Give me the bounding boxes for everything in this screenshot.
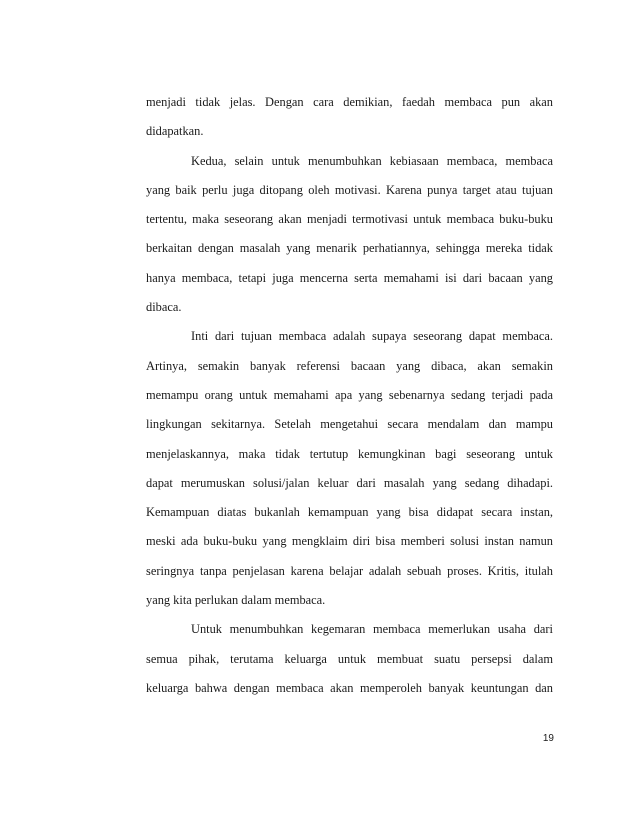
text-line: Inti dari tujuan membaca adalah supaya seseorang dapat membaca. [191, 329, 553, 344]
text-line: memampu orang untuk memahami apa yang sebenarnya sedang terjadi pada [146, 387, 553, 402]
text-line: Kemampuan diatas bukanlah kemampuan yang bisa didapat secara instan, [146, 505, 553, 520]
text-line: menjelaskannya, maka tidak tertutup kemungkinan bagi seseorang untuk [146, 446, 553, 461]
text-line: berkaitan dengan masalah yang menarik perhatiannya, sehingga mereka tidak [146, 241, 553, 256]
text-line: semua pihak, terutama keluarga untuk membuat suatu persepsi dalam [146, 651, 553, 666]
text-line: keluarga bahwa dengan membaca akan memperoleh banyak keuntungan dan [146, 680, 553, 695]
text-line: hanya membaca, tetapi juga mencerna serta memahami isi dari bacaan yang [146, 270, 553, 285]
body-text [146, 88, 553, 703]
text-line: Artinya, semakin banyak referensi bacaan yang dibaca, akan semakin [146, 358, 553, 373]
page-number: 19 [542, 733, 554, 744]
text-line: didapatkan. [146, 124, 204, 139]
text-line: yang kita perlukan dalam membaca. [146, 593, 326, 608]
text-line: yang baik perlu juga ditopang oleh motivasi. Karena punya target atau tujuan [146, 182, 553, 197]
text-line: menjadi tidak jelas. Dengan cara demikian, faedah membaca pun akan [146, 95, 553, 109]
text-line: dibaca. [146, 300, 182, 315]
text-line: tertentu, maka seseorang akan menjadi termotivasi untuk membaca buku-buku [146, 212, 553, 227]
text-line: Kedua, selain untuk menumbuhkan kebiasaan membaca, membaca [191, 153, 553, 168]
text-line: lingkungan sekitarnya. Setelah mengetahui secara mendalam dan mampu [146, 417, 553, 432]
text-line: dapat merumuskan solusi/jalan keluar dari masalah yang sedang dihadapi. [146, 475, 553, 490]
text-line: seringnya tanpa penjelasan karena belajar adalah sebuah proses. Kritis, itulah [146, 563, 553, 578]
text-line: Untuk menumbuhkan kegemaran membaca memerlukan usaha dari [191, 622, 553, 637]
text-line: meski ada buku-buku yang mengklaim diri bisa memberi solusi instan namun [146, 534, 553, 549]
